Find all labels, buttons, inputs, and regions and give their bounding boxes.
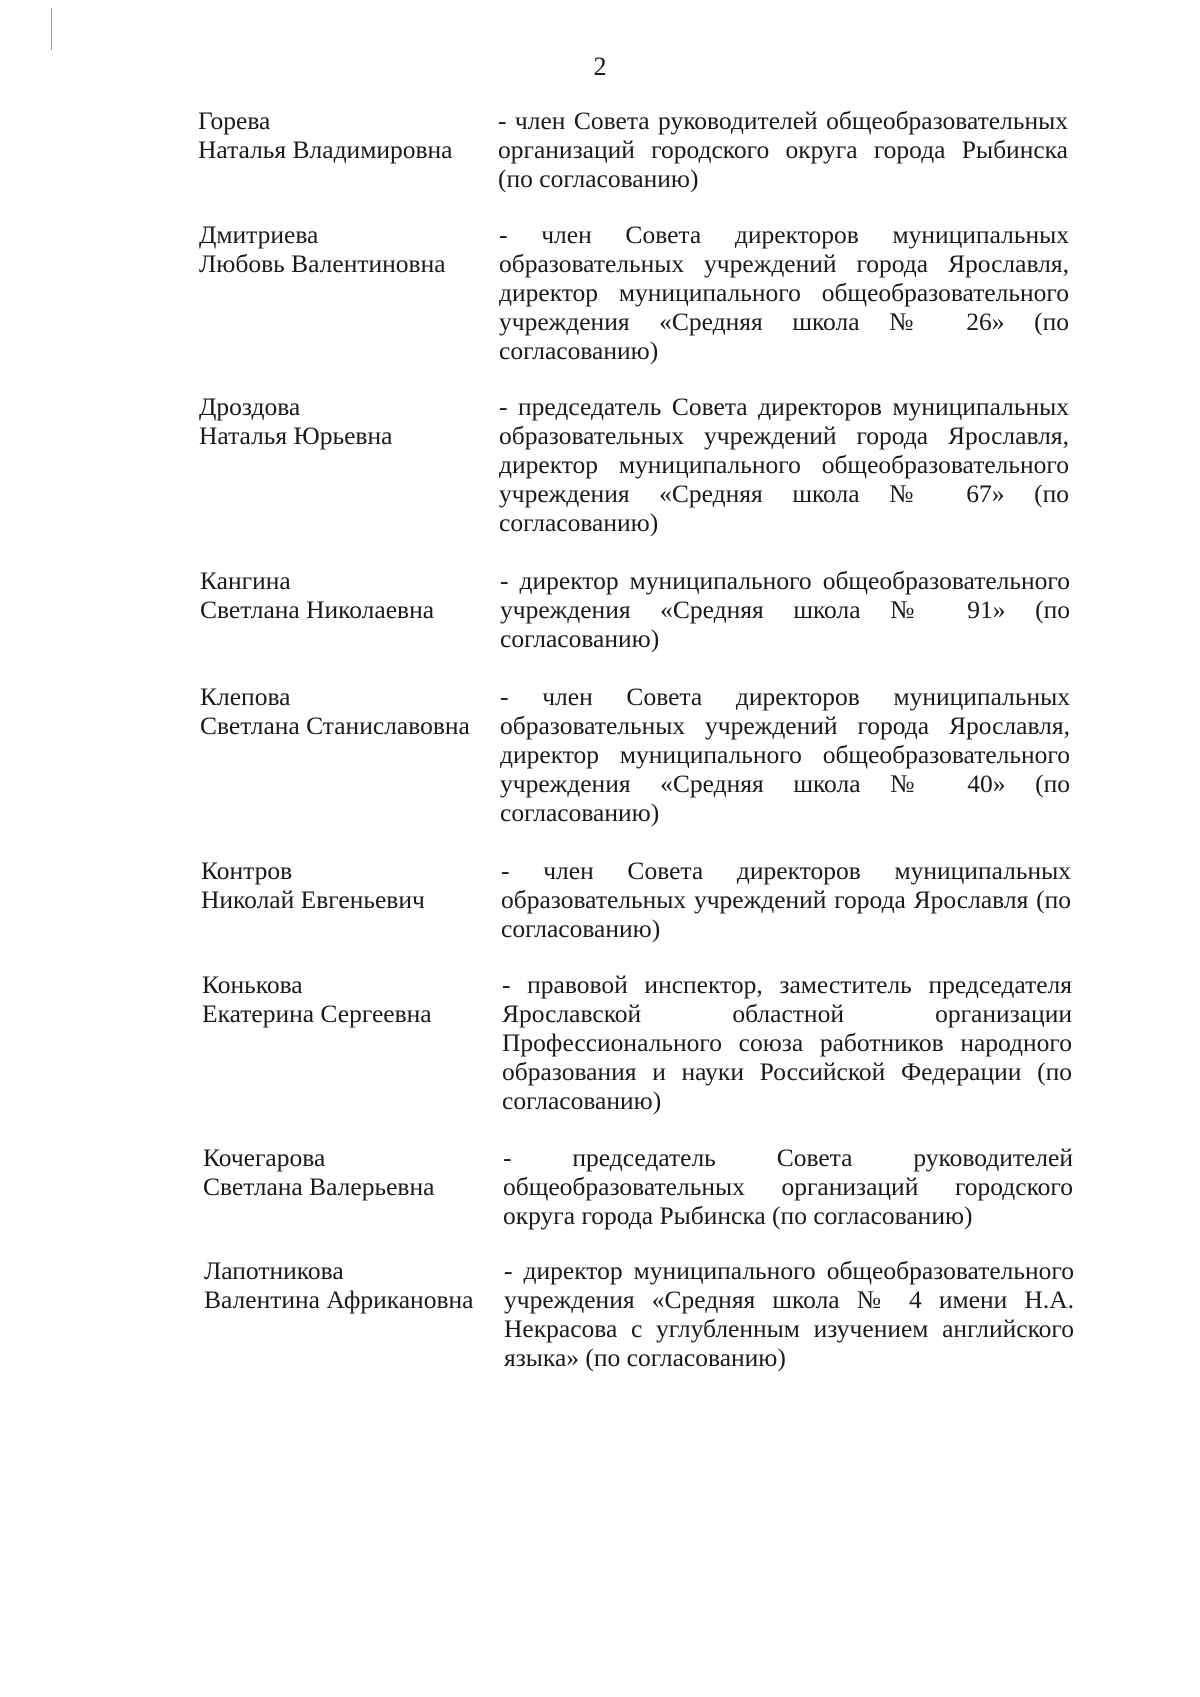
member-surname: Кангина: [200, 566, 291, 595]
member-role: - директор муниципального общеобразовательного учреждения «Средняя школа № 4 имени Н.А. Некрасова с углубленным изучением английского языка» (по согласованию): [504, 1256, 1074, 1372]
member-role: - член Совета директоров муниципальных образовательных учреждений города Ярославля, директор муниципального общеобразовательного учреждения «Средняя школа № 40» (по согласованию): [500, 682, 1070, 827]
member-role: - член Совета директоров муниципальных образовательных учреждений города Ярославля (по согласованию): [501, 856, 1071, 943]
member-given-names: Наталья Юрьевна: [199, 421, 393, 450]
page-number: 2: [593, 52, 607, 81]
member-role: - председатель Совета директоров муниципальных образовательных учреждений города Ярославля, директор муниципального общеобразовательного учреждения «Средняя школа № 67» (по согласованию): [499, 392, 1069, 537]
member-name: [202, 970, 502, 1028]
member-given-names: Светлана Николаевна: [200, 595, 435, 624]
member-surname: Дроздова: [199, 392, 301, 421]
member-given-names: Екатерина Сергеевна: [202, 999, 432, 1028]
member-surname: Контров: [201, 856, 293, 885]
member-given-names: Светлана Валерьевна: [203, 1172, 435, 1201]
member-name: [200, 566, 500, 624]
member-name: [203, 1143, 503, 1201]
member-given-names: Светлана Станиславовна: [200, 711, 470, 740]
member-name: [201, 856, 501, 914]
member-given-names: Валентина Африкановна: [204, 1285, 474, 1314]
member-name: [199, 220, 499, 278]
member-role: - член Совета директоров муниципальных образовательных учреждений города Ярославля, директор муниципального общеобразовательного учреждения «Средняя школа № 26» (по согласованию): [499, 220, 1069, 365]
member-surname: Дмитриева: [199, 220, 319, 249]
member-surname: Горева: [198, 106, 271, 135]
member-role: - председатель Совета руководителей общеобразовательных организаций городского округа города Рыбинска (по согласованию): [503, 1143, 1073, 1230]
member-name: [204, 1256, 504, 1314]
member-surname: Клепова: [200, 682, 291, 711]
member-given-names: Николай Евгеньевич: [201, 885, 425, 914]
member-name: [198, 106, 498, 164]
member-given-names: Любовь Валентиновна: [199, 249, 446, 278]
member-name: [200, 682, 500, 740]
member-role: - правовой инспектор, заместитель председателя Ярославской областной организации Профессионального союза работников народного образования и науки Российской Федерации (по согласованию): [502, 970, 1072, 1115]
member-surname: Кочегарова: [203, 1143, 326, 1172]
member-given-names: Наталья Владимировна: [198, 135, 453, 164]
member-surname: Конькова: [202, 970, 303, 999]
member-name: [199, 392, 499, 450]
member-surname: Лапотникова: [204, 1256, 344, 1285]
member-role: - член Совета руководителей общеобразовательных организаций городского округа города Рыбинска (по согласованию): [498, 106, 1068, 193]
member-role: - директор муниципального общеобразовательного учреждения «Средняя школа № 91» (по согласованию): [500, 566, 1070, 653]
